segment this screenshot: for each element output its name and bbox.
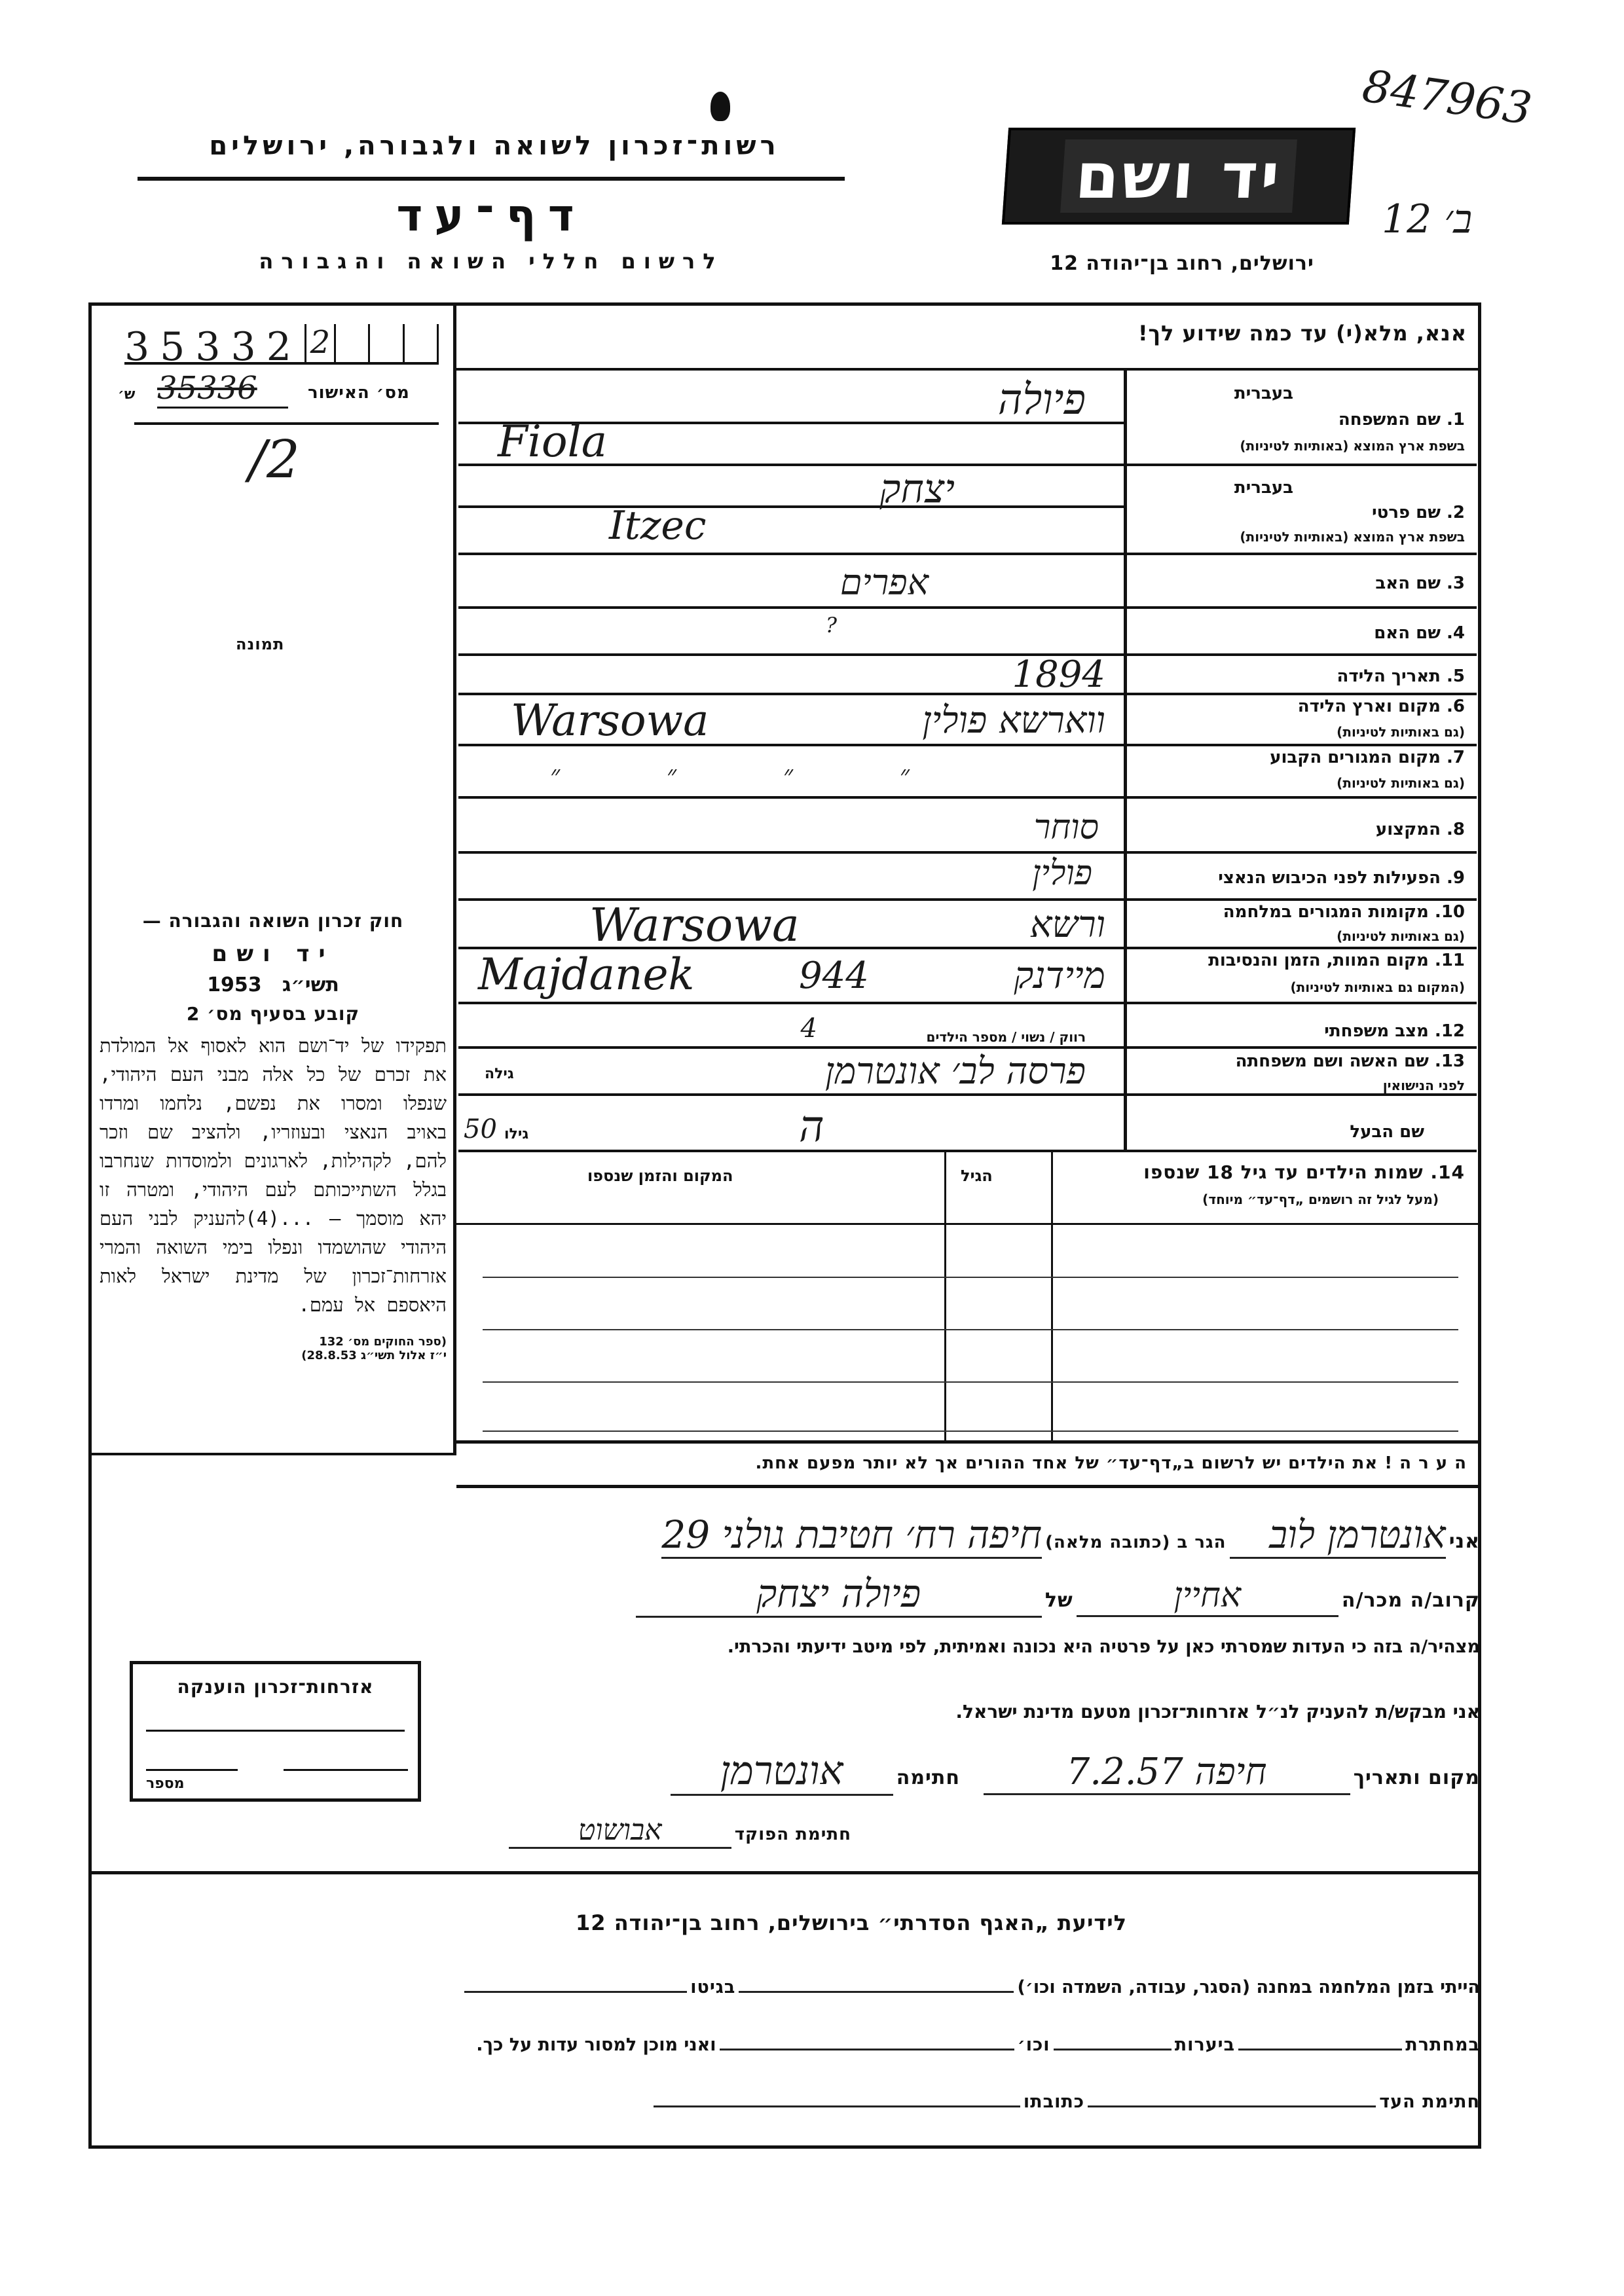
footer-title: לידיעת „האגף הסדרתי״ בירושלים, רחוב בן־יהודה 12 (576, 1910, 1127, 1935)
field-residence: 7. מקום המגורים הקבוע (גם באותיות לטיניות) (1125, 746, 1477, 799)
approval-fraction: /2 (249, 429, 300, 490)
registration-suffix: 2 (306, 324, 336, 362)
underground-input[interactable] (1238, 2048, 1402, 2050)
law-text: תפקידו של יד־ושם הוא לאסוף אל המולדת את זכרם של כל אלה מבני העם היהודי, שנפלו ומסרו את נפשם, נלחמו ומרדו באויב הנאצי ובעוזריו, ולהציב שם וזכר להם, לקהילות, לארגונים ולמוסדות שנחרבו בגלל השתייכותם לעם היהודי, ומטרה זו יהא מוסמך — ...(4)להעניק לבני העם היהודי שהושמדו ונפלו בימי השואה והמרי אזרחות־זכרון של מדינת ישראל לאות היאספם אל עמם. (100, 1034, 447, 1316)
children-section-label: 14. שמות הילדים עד גיל 18 שנספו (1143, 1161, 1465, 1183)
marital-status-input[interactable]: רווק / נשוי / מספר הילדים 4 (458, 1004, 1125, 1049)
hebrew-tag: בעברית (1234, 478, 1293, 498)
victim-name[interactable]: פיולה יצחק (636, 1571, 1042, 1618)
footer-line-1: הייתי בזמן המלחמה במחנה (הסגר, עבודה, השמדה וכו׳) בגיטו (464, 1977, 1480, 1997)
family-name-hebrew-input[interactable]: פיולה (458, 369, 1125, 424)
declaration-line-1: אני אונטרמן לוב הגר ב (כתובה מלאה) חיפה רח׳ חטיבת גולני 29 (661, 1512, 1480, 1559)
field-marital-status: 12. מצב משפחתי (1125, 1004, 1477, 1049)
law-source-2: י״ז אלול תשי״ג 28.8.53) (301, 1349, 447, 1362)
declaration-line-officer: חתימת הפוקד אבושוט (509, 1813, 851, 1849)
hebrew-tag: בעברית (1234, 384, 1293, 403)
family-name-latin-input[interactable]: Fiola (458, 424, 1125, 466)
child-row[interactable] (483, 1277, 1458, 1278)
profession-input[interactable]: סוחר (458, 799, 1125, 854)
witness-name[interactable]: אונטרמן לוב (1230, 1512, 1446, 1559)
field-husband-name: שם הבעל (1125, 1096, 1477, 1152)
residence-input[interactable]: ״ ״ ״ ״ (458, 746, 1125, 799)
field-pre-occupation-activity: 9. הפעילות לפני הכיבוש הנאצי (1125, 854, 1477, 901)
field-label: 2. שם פרטי (1372, 503, 1465, 522)
approval-rule (134, 422, 439, 425)
field-sublabel: בשפת ארץ המוצא (באותיות לטיניות) (1240, 438, 1465, 454)
field-first-name (1125, 466, 1477, 555)
first-name-hebrew-input[interactable]: יצחק (458, 466, 1125, 508)
logo-text: יד ושם (1060, 139, 1298, 213)
field-birth-place: 6. מקום וארץ הלידה (גם באותיות לטיניות) (1125, 695, 1477, 746)
declaration-request: אני מבקש/ת להעניק לנ״ל אזרחות־זכרון מטעם מדינת ישראל. (955, 1701, 1480, 1722)
law-title: חוק זכרון השואה והגבורה — (142, 910, 404, 932)
relation-value[interactable]: אחיין (1077, 1576, 1338, 1617)
col-place-time: המקום והזמן שנספו (587, 1167, 733, 1185)
field-death-place: 11. מקום המוות, הזמן והנסיבות (המקום גם באותיות לטיניות) (1125, 949, 1477, 1004)
footer-line-3: חתימת העד כתובתו (654, 2092, 1480, 2112)
birth-place-input[interactable]: ווארשא פולין Warsowa (458, 695, 1125, 746)
handwritten-note: ב׳ 12 (1382, 196, 1473, 242)
witness-signature-input[interactable] (1088, 2105, 1376, 2107)
mother-name-input[interactable]: ? (458, 609, 1125, 656)
law-clause: קובע בסעיף מס׳ 2 (186, 1003, 360, 1025)
law-year: 1953 (207, 974, 262, 996)
ghetto-input[interactable] (464, 1990, 687, 1993)
husband-name-input[interactable]: גילו 50 ה (458, 1096, 1125, 1152)
field-wife-name: 13. שם האשה ושם משפחתה לפני הנישואין (1125, 1049, 1477, 1096)
registration-number: 35332 (124, 324, 306, 362)
children-note: ה ע ר ה ! את הילדים יש לרשום ב„דף־עד״ של אחד ההורים אך לא יותר מפעם אחת. (755, 1453, 1467, 1473)
forests-input[interactable] (1054, 2048, 1172, 2050)
first-name-latin-input[interactable]: Itzec (458, 508, 1125, 555)
address: ירושלים, רחוב בן־יהודה 12 (1050, 252, 1314, 275)
ink-blot (710, 92, 730, 121)
handwritten-archive-number: 847963 (1359, 60, 1535, 136)
law-year-hebrew: תשי״ג (282, 974, 339, 996)
children-table (456, 1152, 1478, 1442)
child-row[interactable] (483, 1430, 1458, 1432)
field-profession: 8. המקצוע (1125, 799, 1477, 854)
declaration-line-place-date: מקום ותאריך חיפה 7.2.57 חתימה אונטרמן (671, 1748, 1480, 1796)
photo-label: תמונה (236, 635, 285, 653)
other-input[interactable] (720, 2048, 1014, 2050)
father-name-input[interactable]: אפרים (458, 555, 1125, 609)
death-place-input[interactable]: מיידנק 944 Majdanek (458, 949, 1125, 1004)
approval-prefix: ש׳ (118, 386, 136, 403)
children-section-sublabel: (מעל לגיל זה רושמים „דף־עד״ מיוחד) (1202, 1192, 1439, 1207)
pre-occupation-activity-input[interactable]: פולין (458, 854, 1125, 901)
declaration-line-2: קרוב/ה מכר/ה אחיין של פיולה יצחק (636, 1571, 1480, 1618)
law-source-1: (ספר החוקים מס׳ 132 (319, 1335, 447, 1349)
field-family-name (1125, 369, 1477, 466)
declaration-statement: מצהיר/ה בזה כי העדות שמסרתי כאן על פרטיה היא נכונה ואמיתית, לפי מיטב ידיעתי והכרתי. (727, 1637, 1480, 1657)
wartime-residence-input[interactable]: ורשא Warsowa (458, 901, 1125, 949)
approval-value-crossed: 35336 (157, 370, 288, 409)
field-mother-name: 4. שם האם (1125, 609, 1477, 656)
field-father-name: 3. שם האב (1125, 555, 1477, 609)
sidebar-bottom (88, 1453, 456, 1455)
form-title: דף־עד (396, 190, 586, 242)
place-date-value[interactable]: חיפה 7.2.57 (984, 1751, 1350, 1795)
org-name: רשות־זכרון לשואה ולגבורה, ירושלים (209, 131, 780, 161)
law-name: יד ושם (212, 941, 335, 967)
footer-separator (88, 1871, 1481, 1874)
col-age: הגיל (961, 1167, 993, 1185)
footer-line-2: במחתרת ביערות וכו׳ ואני מוכן למסור עדות על כך. (476, 2035, 1480, 2055)
child-row[interactable] (483, 1381, 1458, 1383)
witness-signature[interactable]: אונטרמן (671, 1748, 893, 1796)
wife-name-input[interactable]: גילה פרסה לב׳ אונטרמן (458, 1049, 1125, 1096)
yad-vashem-logo (1002, 128, 1356, 225)
witness-address-input[interactable] (654, 2105, 1020, 2107)
witness-address[interactable]: חיפה רח׳ חטיבת גולני 29 (661, 1512, 1042, 1559)
camp-input[interactable] (739, 1990, 1014, 1993)
archive-stamp-box (130, 1661, 421, 1802)
instruction: אנא, מלא(י) עד כמה שידוע לך! (1137, 321, 1467, 346)
archive-box-number-label: מספר (146, 1776, 185, 1792)
approval-label: מס׳ האישור (308, 383, 410, 403)
field-label: 1. שם המשפחה (1338, 410, 1465, 429)
birth-date-input[interactable]: 1894 (458, 656, 1125, 695)
officer-signature[interactable]: אבושוט (509, 1813, 731, 1849)
field-birth-date: 5. תאריך הלידה (1125, 656, 1477, 695)
husband-age: 50 (464, 1114, 497, 1144)
header-rule (138, 177, 845, 181)
form-subtitle: לרשום חללי השואה והגבורה (259, 249, 724, 274)
field-sublabel: בשפת ארץ המוצא (באותיות לטיניות) (1240, 529, 1465, 545)
child-row[interactable] (483, 1329, 1458, 1330)
law-excerpt (100, 910, 447, 1362)
field-wartime-residence: 10. מקומות המגורים במלחמה (גם באותיות לטיניות) (1125, 901, 1477, 949)
registration-number-boxes (124, 324, 439, 370)
archive-box-title: אזרחות־זכרון הוענקה (177, 1676, 374, 1698)
